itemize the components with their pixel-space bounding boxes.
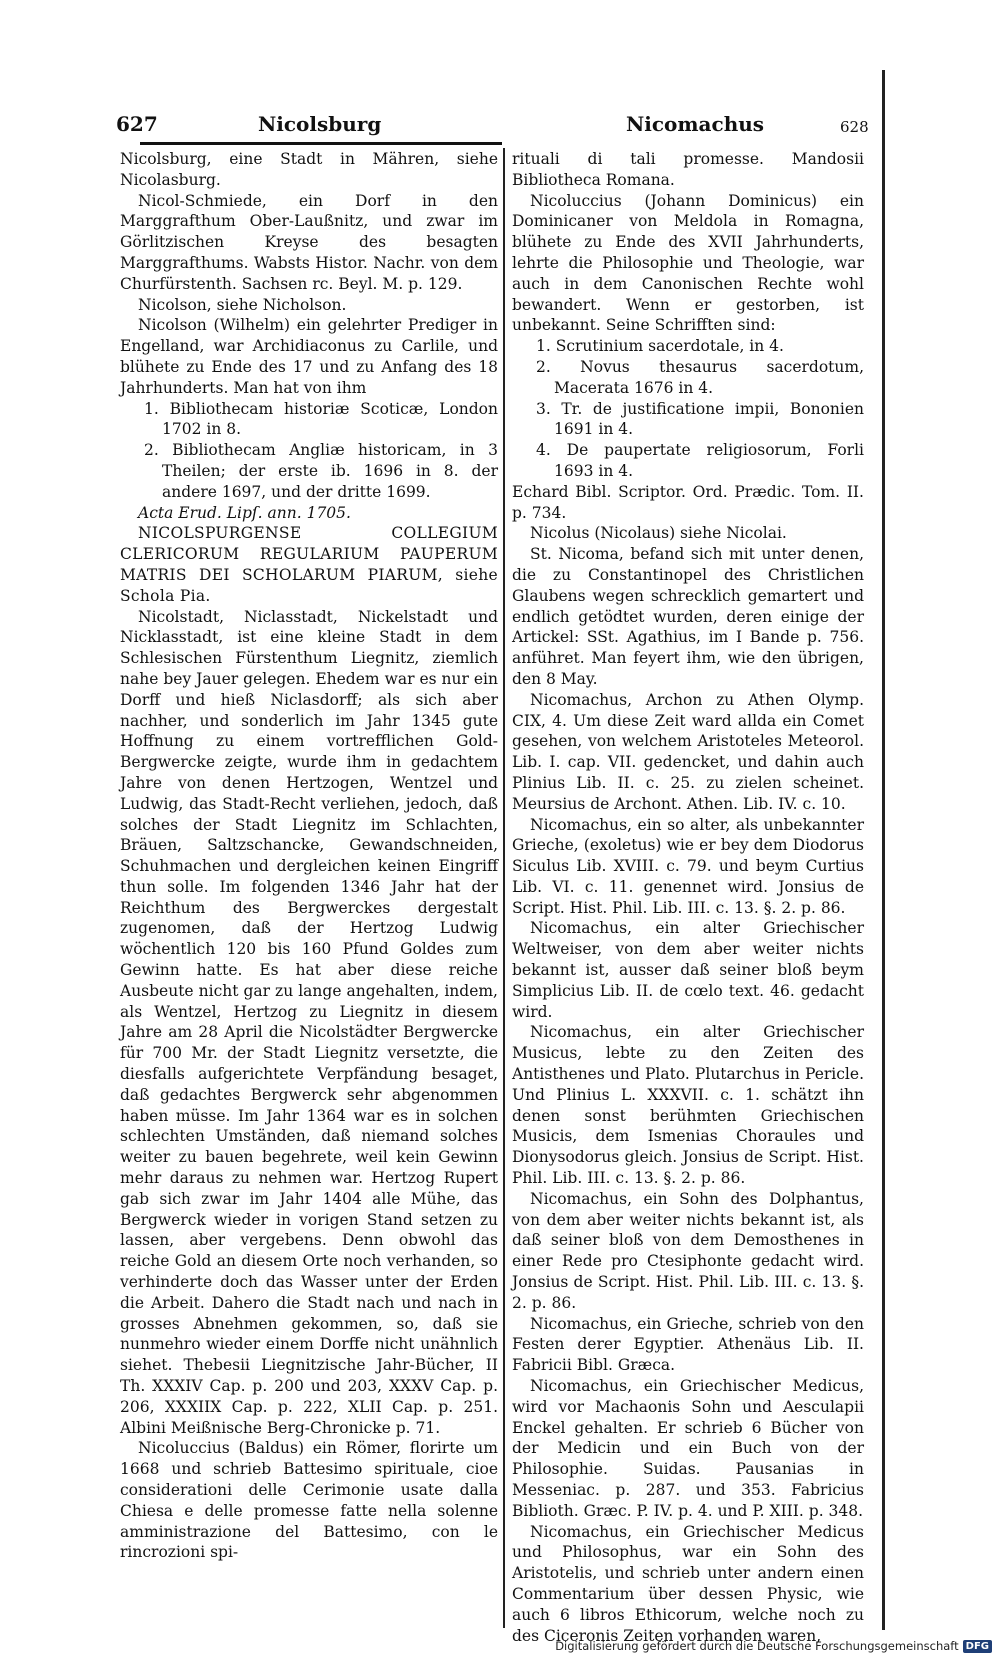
running-head-right: Nicomachus: [626, 112, 765, 136]
column-entry: Nicolus (Nicolaus) siehe Nicolai.: [530, 524, 787, 543]
footer-credit: Digitalisierung gefördert durch die Deutsche Forschungsgemeinschaft: [555, 1639, 959, 1653]
column-entry: Nicolsburg, eine Stadt in Mähren, siehe Nicolasburg.: [120, 150, 498, 189]
column-entry: Nicolson (Wilhelm) ein gelehrter Prediger in Engelland, war Archidiaconus zu Carlile, und blühete zu Ende des 17 und zu Anfang des 18 Jahrhunderts. Man hat von ihm: [120, 316, 498, 397]
header-rule-left: [140, 142, 502, 145]
digitization-footer: [555, 1639, 992, 1653]
page-number-left: 627: [116, 112, 158, 136]
running-head-left: Nicolsburg: [258, 112, 382, 136]
column-entry: 4. De paupertate religiosorum, Forli 1693 in 4.: [536, 441, 864, 480]
column-entry: Nicomachus, ein alter Griechischer Musicus, lebte zu den Zeiten des Antisthenes und Plato. Plutarchus in Pericle. Und Plinius L. XXXVII. c. 1. schätzt ihn denen sonst berühmten Griechischen Musicis, dem Ismenias Choraules und Dionysodorus gleich. Jonsius de Script. Hist. Phil. Lib. III. c. 13. §. 2. p. 86.: [512, 1023, 864, 1188]
column-entry: Nicomachus, ein alter Griechischer Weltweiser, von dem aber weiter nichts bekannt ist, ausser daß seiner bloß beym Simplicius Lib. II. de cœlo text. 46. gedacht wird.: [512, 919, 864, 1021]
column-entry: Nicolstadt, Niclasstadt, Nickelstadt und Nicklasstadt, ist eine kleine Stadt in dem Schlesischen Fürstenthum Liegnitz, ziemlich nahe bey Jauer gelegen. Ehedem war es nur ein Dorff und hieß Niclasdorff; als sich aber nachher, und sonderlich im Jahr 1345 gute Hoffnung zu einem vortrefflichen Gold-Bergwercke zeigte, wurde ihm in gedachtem Jahre von denen Hertzogen, Wentzel und Ludwig, das Stadt-Recht verliehen, jedoch, daß solches der Stadt Liegnitz im Schlachten, Bräuen, Saltzschancke, Gewandschneiden, Schuhmachen und dergleichen keinen Eingriff thun solle. Im folgenden 1346 Jahr hat der Reichthum des Bergwerckes dergestalt zugenomen, daß der Hertzog Ludwig wöchentlich 120 bis 160 Pfund Goldes zum Gewinn hatte. Es hat aber diese reiche Ausbeute nicht gar zu lange angehalten, indem, als Wentzel, Hertzog zu Liegnitz in diesem Jahre am 28 April die Nicolstädter Bergwercke für 700 Mr. der Stadt Liegnitz versetzte, die diesfalls aufgerichtete Verpfändung besaget, daß gedachtes Bergwerck sehr abgenommen haben müsse. Im Jahr 1364 war es in solchen schlechten Umständen, daß niemand solches weiter zu bauen begehrete, weil kein Gewinn mehr daraus zu nehmen war. Hertzog Rupert gab sich zwar im Jahr 1404 alle Mühe, das Bergwerck wieder in vorigen Stand setzen zu lassen, aber vergebens. Denn obwohl das reiche Gold an diesem Orte noch verhanden, so verhinderte doch das Wasser unter der Erden die Arbeit. Dahero die Stadt nach und nach in grosses Abnehmen gekommen, so, daß sie nunmehro wieder einem Dorffe nicht unähnlich siehet. Thebesii Liegnitzische Jahr-Bücher, II Th. XXXIV Cap. p. 200 und 203, XXXV Cap. p. 206, XXXIIX Cap. p. 222, XLII Cap. p. 251. Albini Meißnische Berg-Chronicke p. 71.: [120, 607, 498, 1437]
column-entry: Nicomachus, ein Griechischer Medicus und Philosophus, war ein Sohn des Aristotelis, und schrieb unter andern einen Commentarium über dessen Physic, wie auch 6 libros Ethicorum, welche noch zu des Ciceronis Zeiten vorhanden waren,: [512, 1522, 864, 1645]
column-entry: Nicoluccius (Baldus) ein Römer, florirte um 1668 und schrieb Battesimo spirituale, cioe considerationi delle Cerimonie usate dalla Chiesa e delle promesse fatte nella solenne amministrazione del Battesimo, con le rincrozioni spi-: [120, 1439, 498, 1562]
column-entry: Nicomachus, ein Griechischer Medicus, wird vor Machaonis Sohn und Aesculapii Enckel gehalten. Er schrieb 6 Bücher von der Medicin und ein Buch von der Philosophie. Suidas. Pausanias in Messeniac. p. 287. und 353. Fabricius Biblioth. Græc. P. IV. p. 4. und P. XIII. p. 348.: [512, 1377, 864, 1520]
column-entry: Echard Bibl. Scriptor. Ord. Prædic. Tom. II. p. 734.: [512, 482, 864, 522]
column-entry: 3. Tr. de justificatione impii, Bononien 1691 in 4.: [536, 399, 864, 439]
column-entry: Acta Erud. Lipſ. ann. 1705.: [138, 503, 351, 522]
column-entry: Nicomachus, Archon zu Athen Olymp. CIX, 4. Um diese Zeit ward allda ein Comet gesehen, von welchem Aristoteles Meteorol. Lib. I. cap. VII. gedencket, und dahin auch Plinius Lib. II. c. 25. zu zielen scheinet. Meursius de Archont. Athen. Lib. IV. c. 10.: [512, 690, 864, 813]
column-entry: Nicomachus, ein Grieche, schrieb von den Festen derer Egyptier. Athenäus Lib. II. Fabricii Bibl. Græca.: [512, 1314, 864, 1375]
column-entry: Nicol-Schmiede, ein Dorf in den Marggrafthum Ober-Laußnitz, und zwar im Görlitzischen Kreyse des besagten Marggrafthums. Wabsts Histor. Nachr. von dem Churfürstenth. Sachsen rc. Beyl. M. p. 129.: [120, 191, 498, 293]
column-entry: 2. Novus thesaurus sacerdotum, Macerata 1676 in 4.: [536, 357, 864, 397]
page-number-right: 628: [840, 118, 869, 136]
column-entry: Nicolson, siehe Nicholson.: [138, 295, 347, 314]
column-entry: 1. Bibliothecam historiæ Scoticæ, London 1702 in 8.: [144, 399, 498, 439]
right-column: [512, 149, 864, 1646]
column-entry: NICOLSPURGENSE COLLEGIUM CLERICORUM REGULARIUM PAUPERUM MATRIS DEI SCHOLARUM PIARUM, siehe Schola Pia.: [120, 524, 498, 605]
column-divider: [503, 148, 505, 1628]
column-entry: 1. Scrutinium sacerdotale, in 4.: [536, 337, 784, 356]
column-entry: 2. Bibliothecam Angliæ historicam, in 3 Theilen; der erste ib. 1696 in 8. der andere 1697, und der dritte 1699.: [144, 441, 498, 501]
right-margin-rule: [882, 70, 885, 1630]
column-entry: Nicomachus, ein so alter, als unbekannter Grieche, (exoletus) wie er bey dem Diodorus Siculus Lib. XVIII. c. 79. und beym Curtius Lib. VI. c. 11. genennet wird. Jonsius de Script. Hist. Phil. Lib. III. c. 13. §. 2. p. 86.: [512, 815, 864, 917]
column-entry: Nicoluccius (Johann Dominicus) ein Dominicaner von Meldola in Romagna, blühete zu Ende des XVII Jahrhunderts, lehrte die Philosophie und Theologie, war auch in dem Canonischen Rechte wohl bewandert. Wenn er gestorben, ist unbekannt. Seine Schrifften sind:: [512, 191, 864, 335]
dfg-logo-icon: DFG: [963, 1640, 992, 1653]
column-entry: St. Nicoma, befand sich mit unter denen, die zu Constantinopel des Christlichen Glaubens wegen schrecklich gemartert und endlich getödtet wurden, deren einige der Artickel: SSt. Agathius, im I Bande p. 756. anführet. Man feyert ihm, wie den übrigen, den 8 May.: [512, 545, 864, 688]
column-entry: Nicomachus, ein Sohn des Dolphantus, von dem aber weiter nichts bekannt ist, als daß seiner bloß von dem Demosthenes in einer Rede pro Ctesiphonte gedacht wird. Jonsius de Script. Hist. Phil. Lib. III. c. 13. §. 2. p. 86.: [512, 1189, 864, 1312]
column-entry: rituali di tali promesse. Mandosii Bibliotheca Romana.: [512, 150, 864, 189]
left-column: [120, 149, 498, 1563]
